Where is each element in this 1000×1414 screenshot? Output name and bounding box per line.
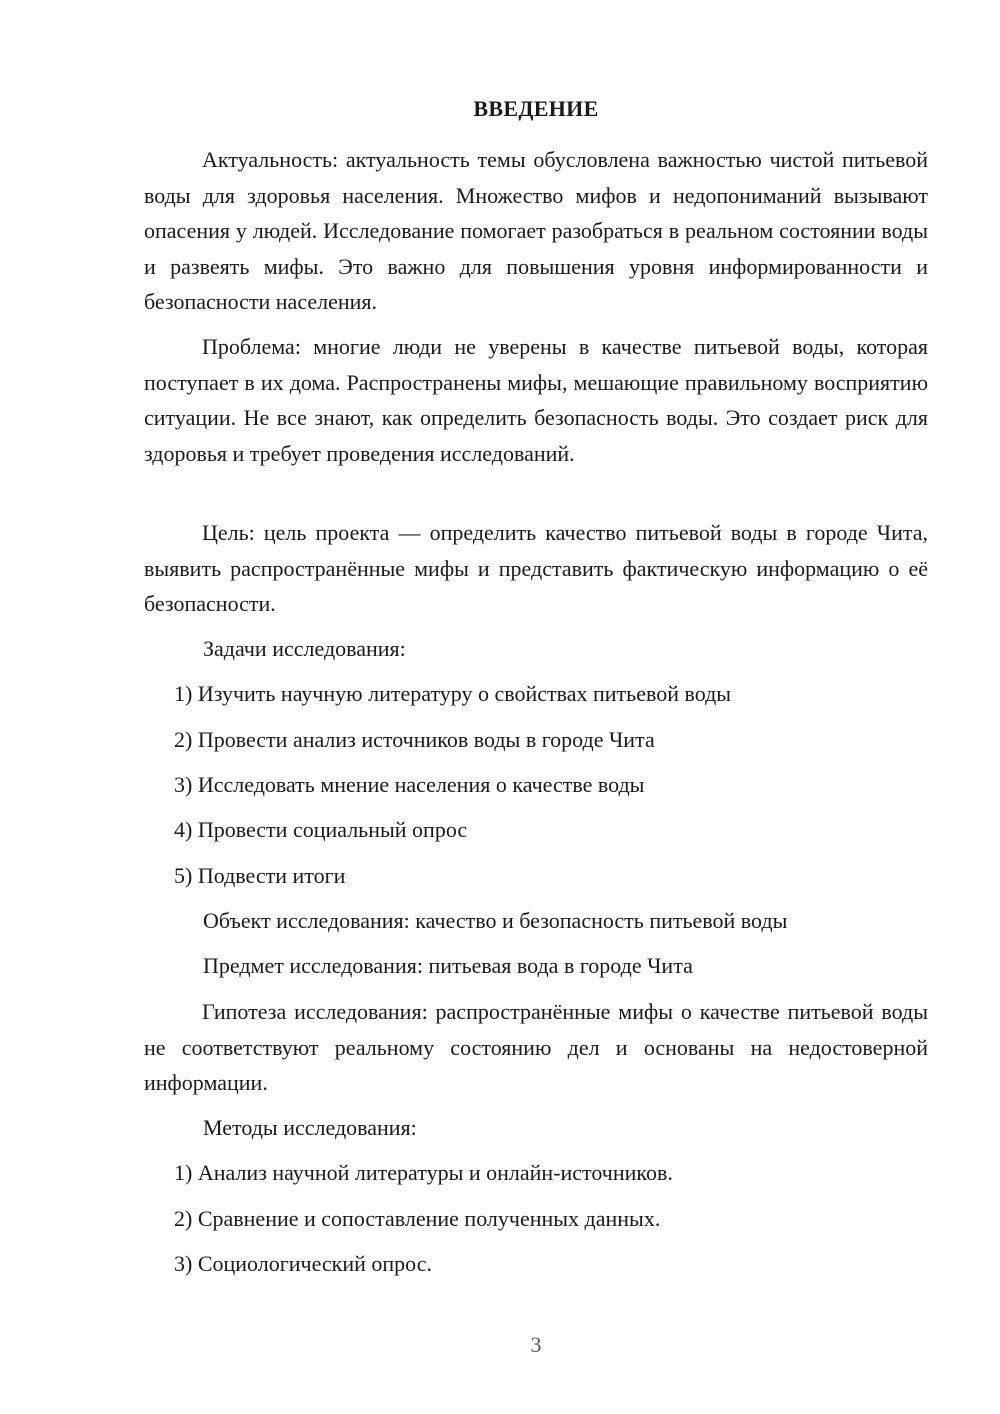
page-number: 3	[530, 1332, 542, 1357]
page-title: ВВЕДЕНИЕ	[473, 96, 599, 121]
task-item: 3) Исследовать мнение населения о качестве воды	[174, 772, 645, 797]
problem-paragraph: Проблема: многие люди не уверены в качестве питьевой воды, которая поступает в их дома. Распространены мифы, мешающие правильному восприятию ситуации. Не все знают, как определить безопасность воды. Это создает риск для здоровья и требует проведения исследований.	[144, 334, 928, 466]
tasks-heading: Задачи исследования:	[203, 636, 406, 661]
hypothesis-paragraph: Гипотеза исследования: распространённые мифы о качестве питьевой воды не соответствуют реальному состоянию дел и основаны на недостоверной информации.	[144, 999, 928, 1095]
task-item: 5) Подвести итоги	[174, 863, 346, 888]
methods-heading: Методы исследования:	[203, 1115, 417, 1140]
object-line: Объект исследования: качество и безопасность питьевой воды	[203, 908, 788, 933]
task-item: 4) Провести социальный опрос	[174, 817, 468, 842]
method-item: 2) Сравнение и сопоставление полученных данных.	[174, 1206, 661, 1231]
method-item: 3) Социологический опрос.	[174, 1251, 432, 1276]
goal-paragraph: Цель: цель проекта — определить качество питьевой воды в городе Чита, выявить распространённые мифы и представить фактическую информацию о её безопасности.	[144, 520, 928, 616]
task-item: 2) Провести анализ источников воды в городе Чита	[174, 727, 655, 752]
subject-line: Предмет исследования: питьевая вода в городе Чита	[203, 953, 693, 978]
method-item: 1) Анализ научной литературы и онлайн-источников.	[174, 1160, 673, 1185]
task-item: 1) Изучить научную литературу о свойствах питьевой воды	[174, 681, 732, 706]
relevance-paragraph: Актуальность: актуальность темы обусловлена важностью чистой питьевой воды для здоровья населения. Множество мифов и недопониманий вызывают опасения у людей. Исследование помогает разобраться в реальном состоянии воды и развеять мифы. Это важно для повышения уровня информированности и безопасности населения.	[144, 147, 928, 314]
